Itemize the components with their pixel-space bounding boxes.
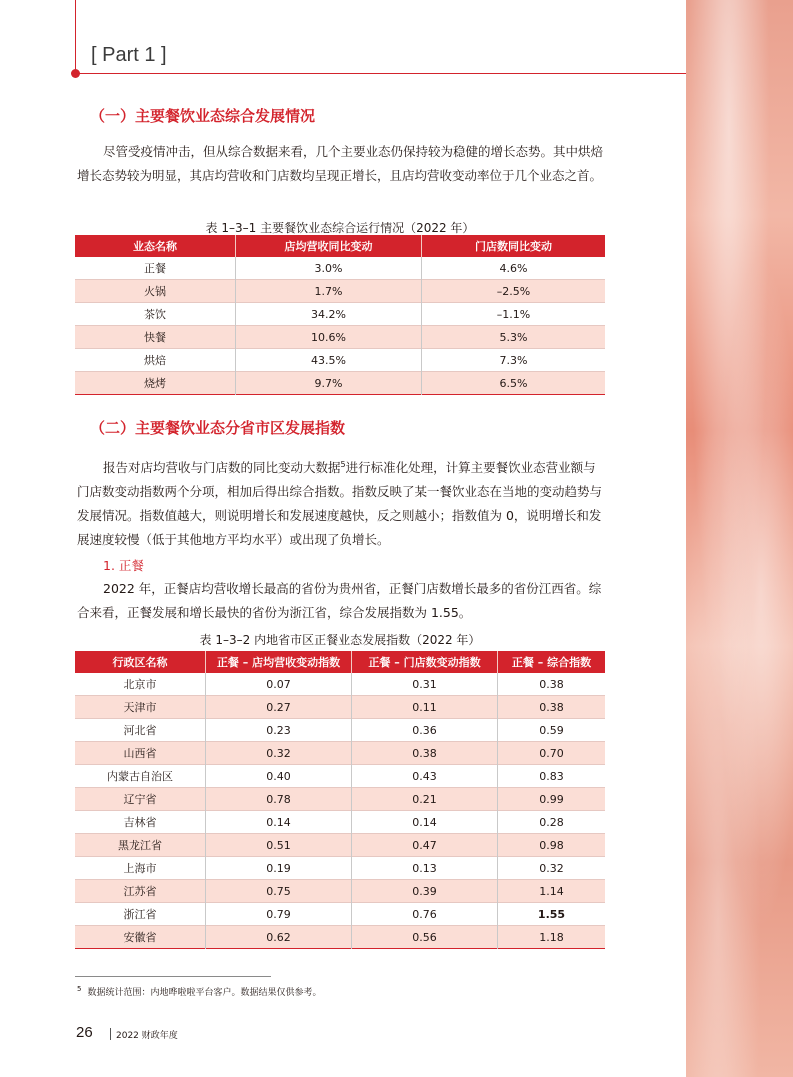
table-cell-highlight: 1.55 <box>498 903 606 926</box>
table-row <box>75 280 605 303</box>
page-number: 26 <box>76 1024 93 1041</box>
table-cell: 0.75 <box>206 880 352 903</box>
table2-header-name: 行政区名称 <box>75 651 206 673</box>
table-row <box>75 788 605 811</box>
table2-header-composite-index: 正餐 – 综合指数 <box>498 651 606 673</box>
section1-paragraph: 尽管受疫情冲击，但从综合数据来看，几个主要业态仍保持较为稳健的增长态势。其中烘焙增长态势较为明显，其店均营收和门店数均呈现正增长，且店均营收变动率位于几个业态之首。 <box>77 144 604 183</box>
table-cell: 0.21 <box>352 788 498 811</box>
table-cell: 0.98 <box>498 834 606 857</box>
table-cell: 1.18 <box>498 926 606 949</box>
table2-caption: 表 1–3–2 内地省市区正餐业态发展指数（2022 年） <box>199 633 481 647</box>
table-cell: 0.39 <box>352 880 498 903</box>
table-row <box>75 857 605 880</box>
table-row <box>75 696 605 719</box>
table-cell: 天津市 <box>75 696 206 719</box>
table-row <box>75 742 605 765</box>
table-cell: 正餐 <box>75 257 236 280</box>
table-cell: 0.27 <box>206 696 352 719</box>
table-row <box>75 673 605 696</box>
table-cell: 安徽省 <box>75 926 206 949</box>
table-cell: 吉林省 <box>75 811 206 834</box>
table-cell: 10.6% <box>236 326 422 349</box>
table1-header-stores: 门店数同比变动 <box>422 235 606 257</box>
table-cell: 江苏省 <box>75 880 206 903</box>
table-cell: 0.13 <box>352 857 498 880</box>
table-cell: 0.79 <box>206 903 352 926</box>
table-cell: 0.56 <box>352 926 498 949</box>
footnote-divider <box>75 976 271 977</box>
table2-header-row <box>75 651 605 673</box>
table-cell: 4.6% <box>499 261 528 275</box>
decorative-side-photo <box>686 0 793 1077</box>
table-cell: 0.38 <box>352 742 498 765</box>
footnote-reference: 5 <box>340 460 346 469</box>
table-cell: 5.3% <box>422 326 606 349</box>
table1-header-name: 业态名称 <box>75 235 236 257</box>
table-cell: 内蒙古自治区 <box>75 765 206 788</box>
section1-heading: （一）主要餐饮业态综合发展情况 <box>90 107 316 125</box>
subsection-heading: 1. 正餐 <box>103 558 144 573</box>
table-cell: 0.14 <box>206 811 352 834</box>
section2-paragraph <box>77 453 607 552</box>
table-cell: 0.19 <box>206 857 352 880</box>
table-cell: 快餐 <box>75 326 236 349</box>
table-cell: 0.70 <box>498 742 606 765</box>
table-row <box>75 880 605 903</box>
table-cell: 0.23 <box>206 719 352 742</box>
table-cell: 辽宁省 <box>75 788 206 811</box>
table-row <box>75 303 605 326</box>
table-cell: 河北省 <box>75 719 206 742</box>
table-row <box>75 372 605 395</box>
table-cell: 0.07 <box>206 673 352 696</box>
table-row <box>75 811 605 834</box>
table-cell: 6.5% <box>422 372 606 395</box>
table-row <box>75 719 605 742</box>
table-cell: 浙江省 <box>75 903 206 926</box>
section2-heading: （二）主要餐饮业态分省市区发展指数 <box>90 419 346 437</box>
table-cell: 0.36 <box>352 719 498 742</box>
table2-header-stores-index: 正餐 – 门店数变动指数 <box>352 651 498 673</box>
table-cell: 0.31 <box>352 673 498 696</box>
table-cell: 0.83 <box>498 765 606 788</box>
table-cell: 0.62 <box>206 926 352 949</box>
table-cell: 北京市 <box>75 673 206 696</box>
table-cell: 0.32 <box>206 742 352 765</box>
table-cell: 烘焙 <box>75 349 236 372</box>
table-cell: 0.38 <box>539 677 564 691</box>
section2-paragraph-rest: 进行标准化处理，计算主要餐饮业态营业额与门店数变动指数两个分项，相加后得出综合指数。指数反映了某一餐饮业态在当地的变动趋势与发展情况。指数值越大，则说明增长和发展速度越快，反之则越小；指数值为 0，说明增长和发展速度较慢（低于其他地方平均水平）或出现了负增长。 <box>77 460 603 548</box>
table-cell: 0.76 <box>352 903 498 926</box>
table-cell: 0.43 <box>352 765 498 788</box>
footer-year-label: 2022 财政年度 <box>116 1031 178 1041</box>
table-row <box>75 834 605 857</box>
table1-header-revenue: 店均营收同比变动 <box>236 235 422 257</box>
table-cell: 0.59 <box>498 719 606 742</box>
footer-separator <box>110 1028 111 1040</box>
table-cell: –1.1% <box>422 303 606 326</box>
header-vertical-rule <box>75 0 76 73</box>
section2-paragraph2: 2022 年，正餐店均营收增长最高的省份为贵州省，正餐门店数增长最多的省份江西省。综合来看，正餐发展和增长最快的省份为浙江省，综合发展指数为 1.55。 <box>77 581 602 620</box>
table-cell: 3.0% <box>236 257 422 280</box>
header-rule-dot <box>71 69 80 78</box>
table-cell: 茶饮 <box>75 303 236 326</box>
table1-header-row <box>75 235 605 257</box>
header-horizontal-rule <box>75 73 686 74</box>
table-row <box>75 926 605 949</box>
table1 <box>75 235 605 395</box>
table-cell: 烧烤 <box>75 372 236 395</box>
table-row <box>75 903 605 926</box>
table-row <box>75 765 605 788</box>
table-cell: 0.99 <box>498 788 606 811</box>
table2-header-revenue-index: 正餐 – 店均营收变动指数 <box>206 651 352 673</box>
table-row <box>75 257 605 280</box>
table-cell: 山西省 <box>75 742 206 765</box>
table-cell: 34.2% <box>236 303 422 326</box>
table-cell: 43.5% <box>236 349 422 372</box>
table-cell: 火锅 <box>75 280 236 303</box>
footnote-text: 数据统计范围：内地哗啦啦平台客户。数据结果仅供参考。 <box>87 988 322 998</box>
table-row <box>75 326 605 349</box>
table-cell: 0.78 <box>206 788 352 811</box>
table-cell: 0.51 <box>206 834 352 857</box>
table2 <box>75 651 605 949</box>
table-cell: 7.3% <box>422 349 606 372</box>
table-cell: 0.32 <box>498 857 606 880</box>
table-cell: 0.28 <box>498 811 606 834</box>
table-cell: –2.5% <box>422 280 606 303</box>
table-cell: 1.7% <box>236 280 422 303</box>
table-cell: 0.14 <box>352 811 498 834</box>
table1-caption: 表 1–3–1 主要餐饮业态综合运行情况（2022 年） <box>205 221 475 235</box>
part-label: [ Part 1 ] <box>91 44 167 66</box>
table-cell: 黑龙江省 <box>75 834 206 857</box>
section2-paragraph-start: 报告对店均营收与门店数的同比变动大数据 <box>103 460 341 476</box>
footnote-mark: 5 <box>77 985 82 993</box>
table-cell: 上海市 <box>75 857 206 880</box>
footnote <box>77 985 321 998</box>
table-cell: 1.14 <box>498 880 606 903</box>
table-cell: 0.47 <box>352 834 498 857</box>
table-cell: 0.40 <box>206 765 352 788</box>
table-cell: 0.11 <box>352 696 498 719</box>
table-cell: 0.38 <box>498 696 606 719</box>
table-row <box>75 349 605 372</box>
table-cell: 9.7% <box>236 372 422 395</box>
